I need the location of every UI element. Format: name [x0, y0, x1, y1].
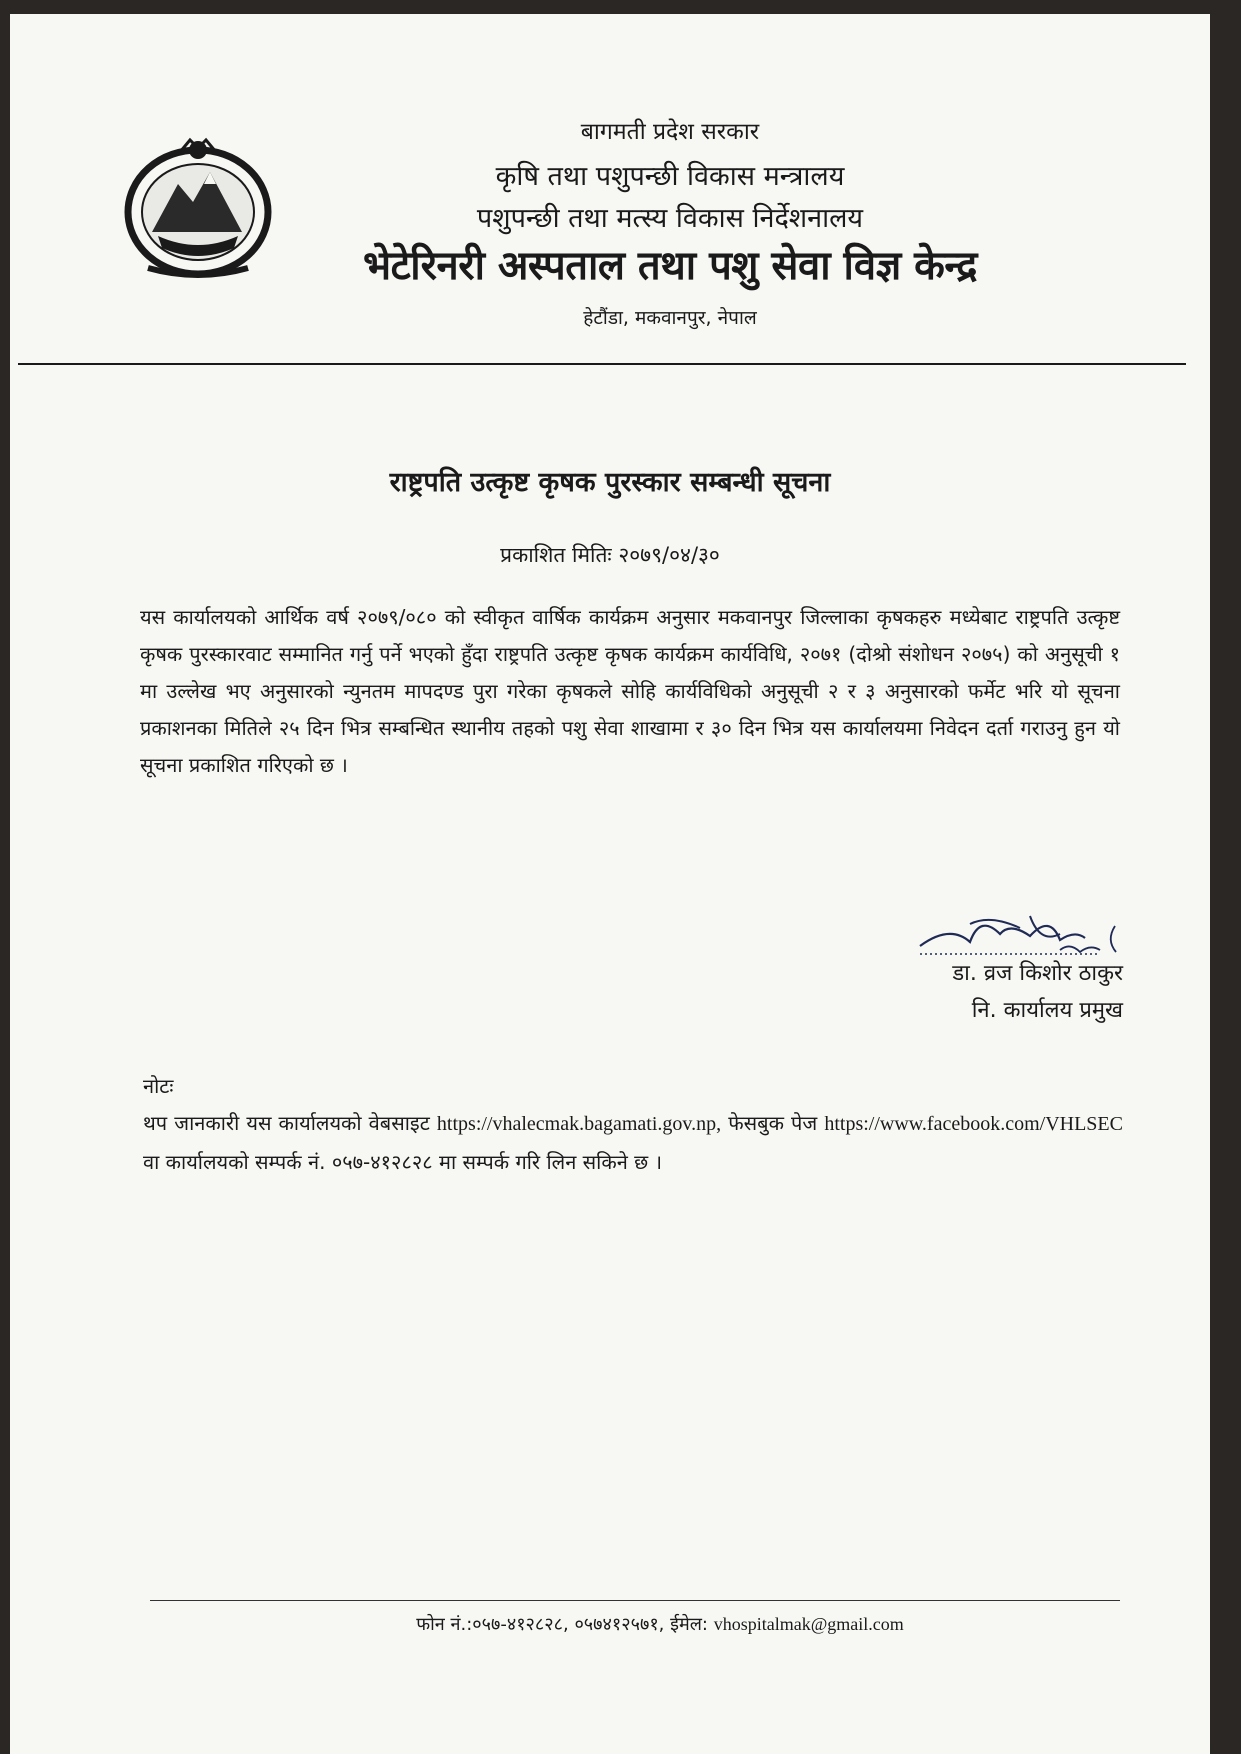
facebook-link[interactable]: https://www.facebook.com/VHLSEC — [824, 1113, 1123, 1135]
signatory-title: नि. कार्यालय प्रमुख — [971, 998, 1123, 1023]
note-text — [143, 1104, 1123, 1181]
website-link[interactable]: https://vhalecmak.bagamati.gov.np, — [436, 1113, 722, 1135]
footer-phones: फोन नं.:०५७-४१२८२८, ०५७४१२५७१, ईमेल: — [416, 1614, 714, 1635]
ministry-name: कृषि तथा पशुपन्छी विकास मन्त्रालय — [495, 161, 845, 192]
note-text-part-1: थप जानकारी यस कार्यालयको वेबसाइट — [143, 1111, 437, 1135]
office-address: हेटौंडा, मकवानपुर, नेपाल — [583, 307, 757, 329]
footer-divider — [150, 1600, 1120, 1601]
province-government: बागमती प्रदेश सरकार — [580, 119, 760, 145]
notice-page — [10, 14, 1210, 1754]
footer-email[interactable]: vhospitalmak@gmail.com — [713, 1614, 904, 1634]
note-label: नोटः — [143, 1074, 174, 1098]
directorate-name: पशुपन्छी तथा मत्स्य विकास निर्देशनालय — [476, 203, 864, 234]
notice-subject: राष्ट्रपति उत्कृष्ट कृषक पुरस्कार सम्बन्धी सूचना — [389, 467, 831, 498]
nepal-emblem-icon — [118, 132, 278, 282]
header-divider — [18, 363, 1186, 365]
footer-contact — [260, 1612, 1060, 1636]
office-name: भेटेरिनरी अस्पताल तथा पशु सेवा विज्ञ केन्द्र — [363, 243, 977, 289]
notice-body: यस कार्यालयको आर्थिक वर्ष २०७९/०८० को स्वीकृत वार्षिक कार्यक्रम अनुसार मकवानपुर जिल्लाका कृषकहरु मध्येबाट राष्ट्रपति उत्कृष्ट कृषक पुरस्कारवाट सम्मानित गर्नु पर्ने भएको हुँदा राष्ट्रपति उत्कृष्ट कृषक कार्यक्रम कार्यविधि, २०७१ (दोश्रो संशोधन २०७५) को अनुसूची १ मा उल्लेख भए अनुसारको न्युनतम मापदण्ड पुरा गरेका कृषकले सोहि कार्यविधिको अनुसूची २ र ३ अनुसारको फर्मेट भरि यो सूचना प्रकाशनका मितिले २५ दिन भित्र सम्बन्धित स्थानीय तहको पशु सेवा शाखामा र ३० दिन भित्र यस कार्यालयमा निवेदन दर्ता गराउनु हुन यो सूचना प्रकाशित गरिएको छ । — [140, 605, 1120, 777]
signatory-name: डा. व्रज किशोर ठाकुर — [952, 961, 1123, 986]
published-date: प्रकाशित मितिः २०७९/०४/३० — [500, 543, 720, 567]
note-text-part-2: फेसबुक पेज — [721, 1111, 825, 1135]
note-text-part-3: वा कार्यालयको सम्पर्क नं. ०५७-४१२८२८ मा सम्पर्क गरि लिन सकिने छ । — [143, 1150, 663, 1174]
